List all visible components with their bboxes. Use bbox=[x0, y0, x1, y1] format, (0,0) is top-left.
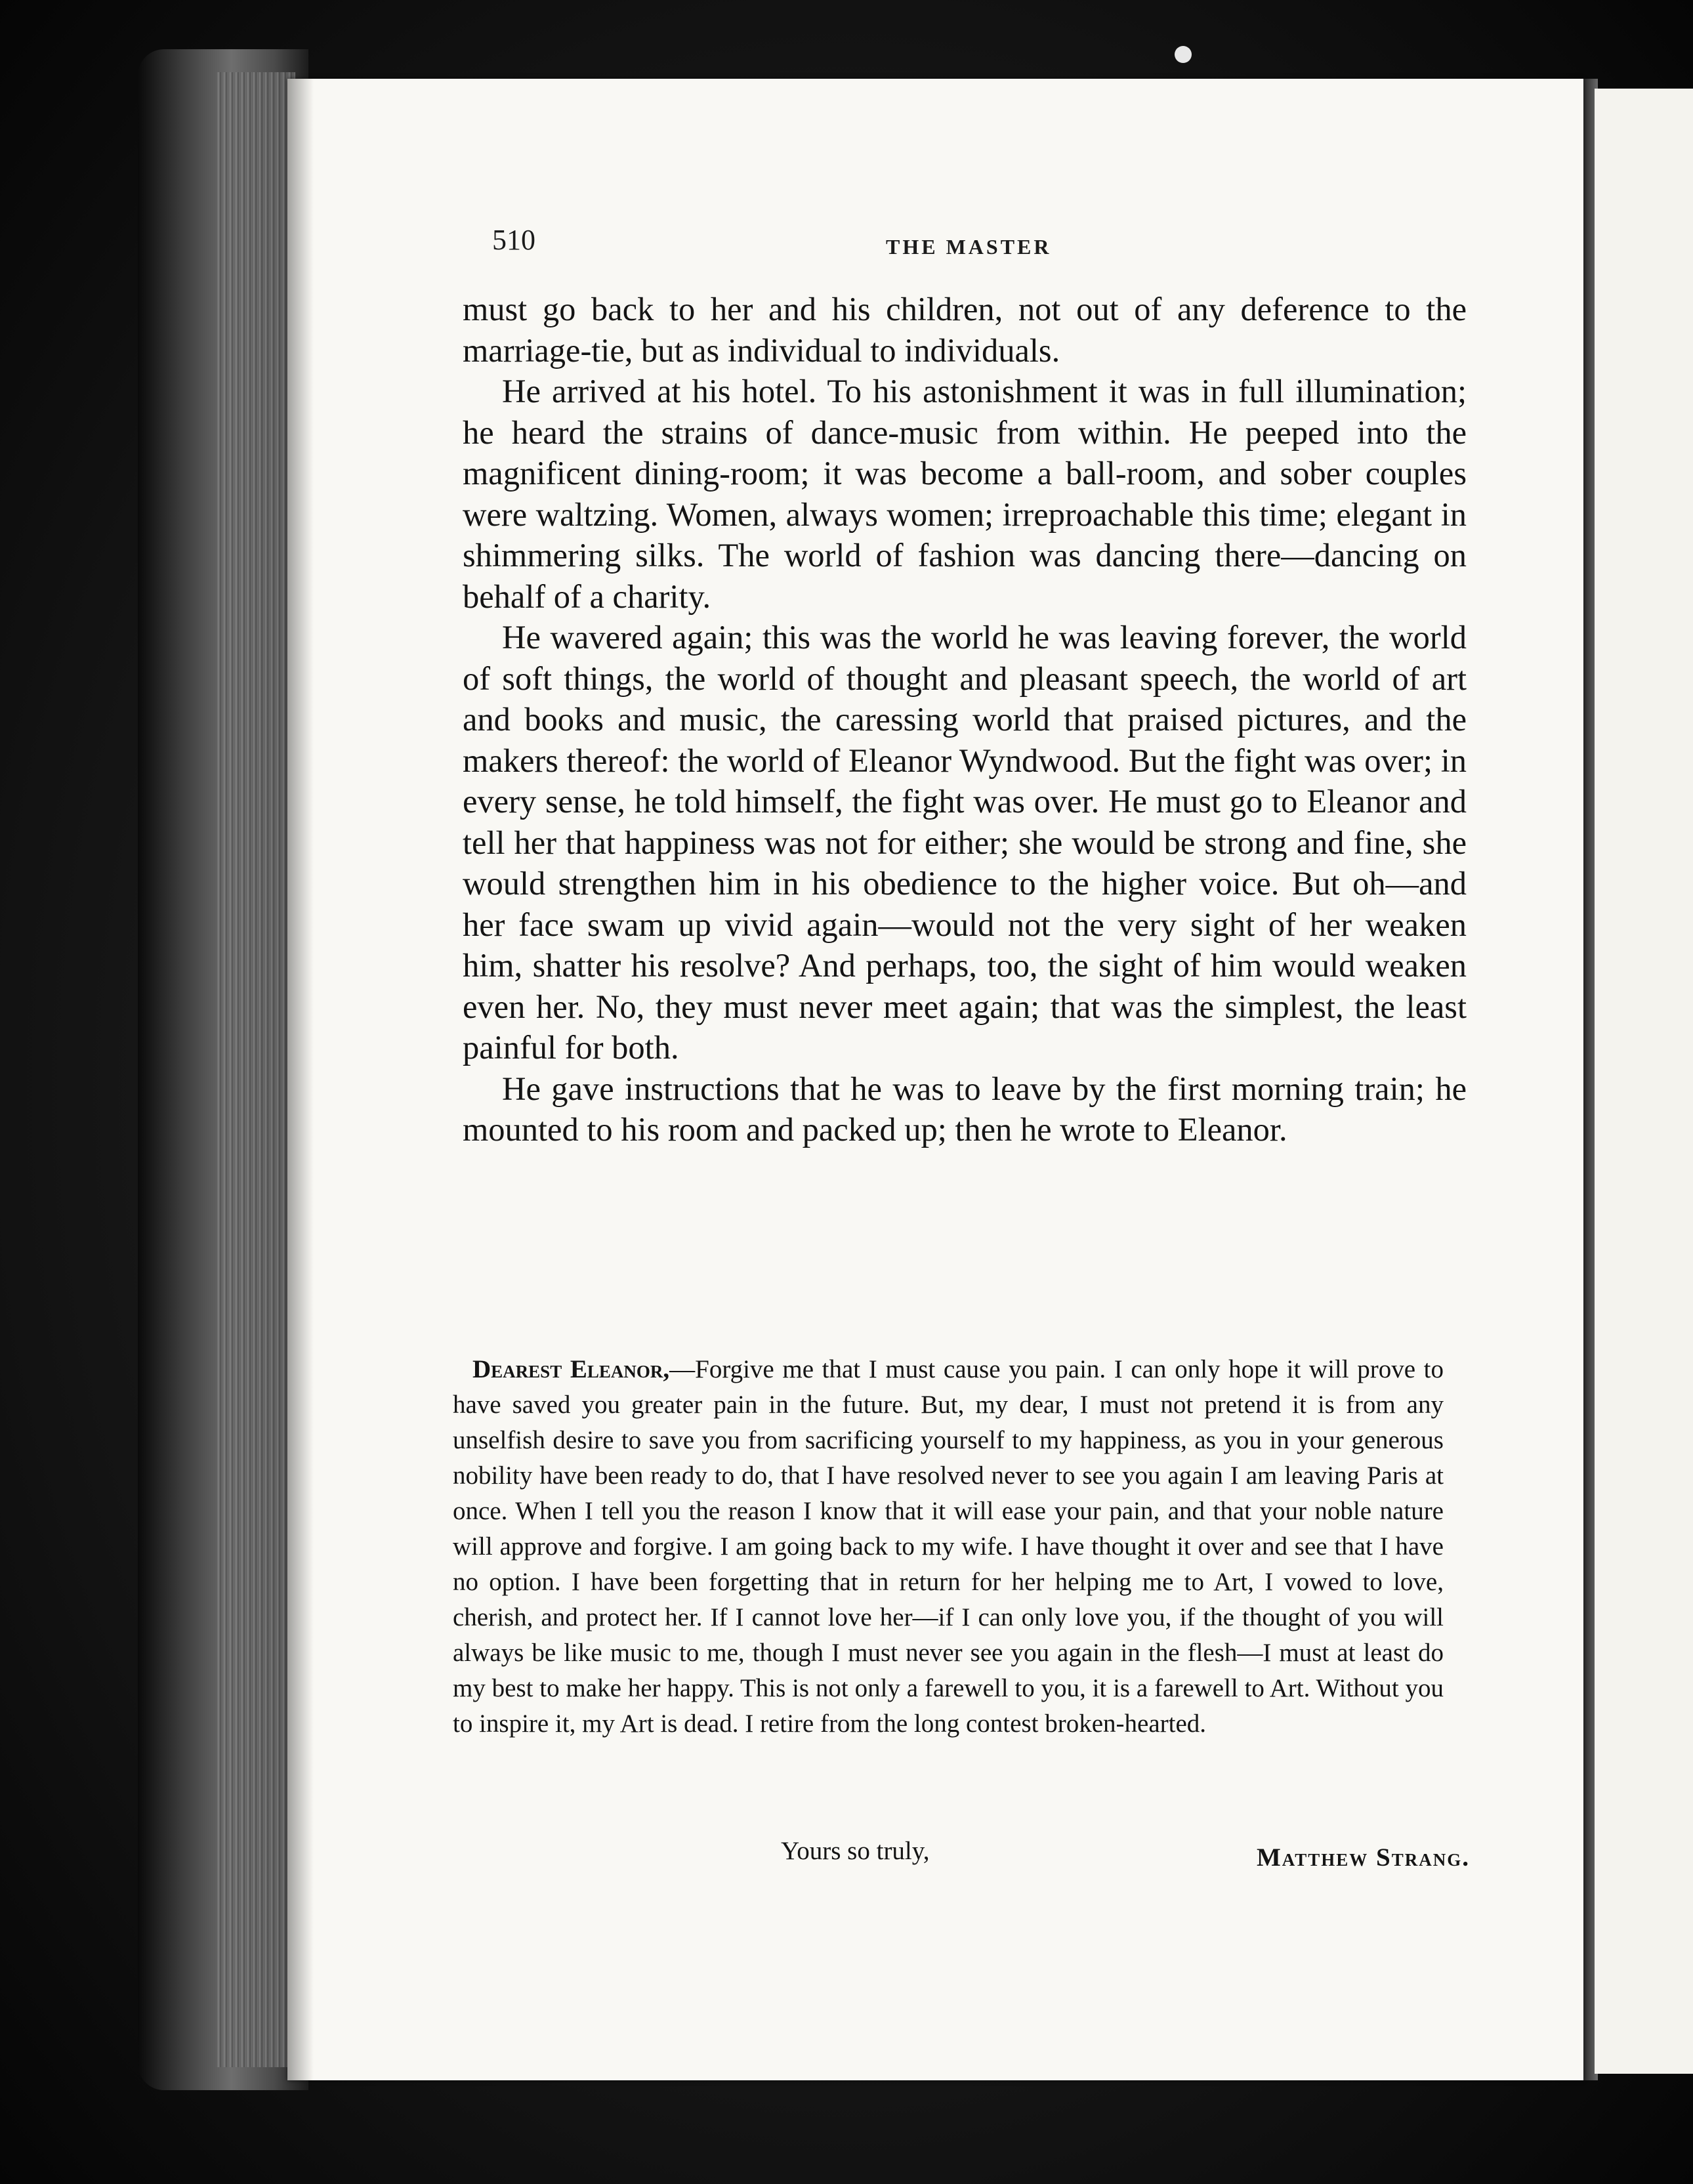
scan-speck bbox=[1175, 46, 1192, 63]
letter-signature: Matthew Strang. bbox=[1256, 1843, 1470, 1872]
letter bbox=[453, 1352, 1444, 1742]
paragraph: must go back to her and his children, not out of any deference to the marriage-tie, but as individual to individuals. bbox=[463, 291, 1467, 369]
page-edges bbox=[217, 72, 295, 2067]
facing-page bbox=[1595, 89, 1693, 2074]
page-number: 510 bbox=[492, 224, 535, 256]
letter-body bbox=[453, 1352, 1444, 1742]
letter-signoff bbox=[781, 1836, 1470, 1876]
letter-closing: Yours so truly, bbox=[781, 1837, 930, 1865]
paragraph: He wavered again; this was the world he was leaving forever, the world of soft things, the world of thought and pleasant speech, the world of art and books and music, the caressing world that praised pictures, and the makers thereof: the world of Eleanor Wyndwood. But the fight was over; in every sense, he told himself, the fight was over. He must go to Eleanor and tell her that happiness was not for either; she would be strong and fine, she would strengthen him in his obedience to the higher voice. But oh—and her face swam up vivid again—would not the very sight of her weaken him, shatter his resolve? And perhaps, too, the sight of him would weaken even her. No, they must never meet again; that was the simplest, the least painful for both. bbox=[463, 619, 1467, 1066]
paragraph: He gave instructions that he was to leave by the first morning train; he mounted to his room and packed up; then he wrote to Eleanor. bbox=[463, 1070, 1467, 1148]
page-header bbox=[492, 223, 1463, 262]
page-shadow bbox=[287, 79, 314, 2080]
running-head: THE MASTER bbox=[886, 235, 1052, 259]
paragraph: He arrived at his hotel. To his astonishment it was in full illumination; he heard the strains of dance-music from within. He peeped into the magnificent dining-room; it was become a ball-room, and sober couples were waltzing. Women, always women; irreproachable this time; elegant in shimmering silks. The world of fashion was dancing there—dancing on behalf of a charity. bbox=[463, 373, 1467, 615]
letter-salutation: Dearest Eleanor, bbox=[472, 1355, 670, 1383]
body-text bbox=[463, 289, 1467, 1150]
letter-text: —Forgive me that I must cause you pain. I can only hope it will prove to have saved you greater pain in the future. But, my dear, I must not pretend it is from any unselfish desire to save you from sacrificing yourself to my happiness, as you in your generous nobility have been ready to do, that I have resolved never to see you again I am leaving Paris at once. When I tell you the reason I know that it will ease your pain, and that your noble nature will approve and forgive. I am going back to my wife. I have thought it over and see that I have no option. I have been forgetting that in return for her helping me to Art, I vowed to love, cherish, and protect her. If I cannot love her—if I can only love you, if the thought of you will always be like music to me, though I must never see you again in the flesh—I must at least do my best to make her happy. This is not only a farewell to you, it is a farewell to Art. Without you to inspire it, my Art is dead. I retire from the long contest broken-hearted. bbox=[453, 1355, 1444, 1738]
